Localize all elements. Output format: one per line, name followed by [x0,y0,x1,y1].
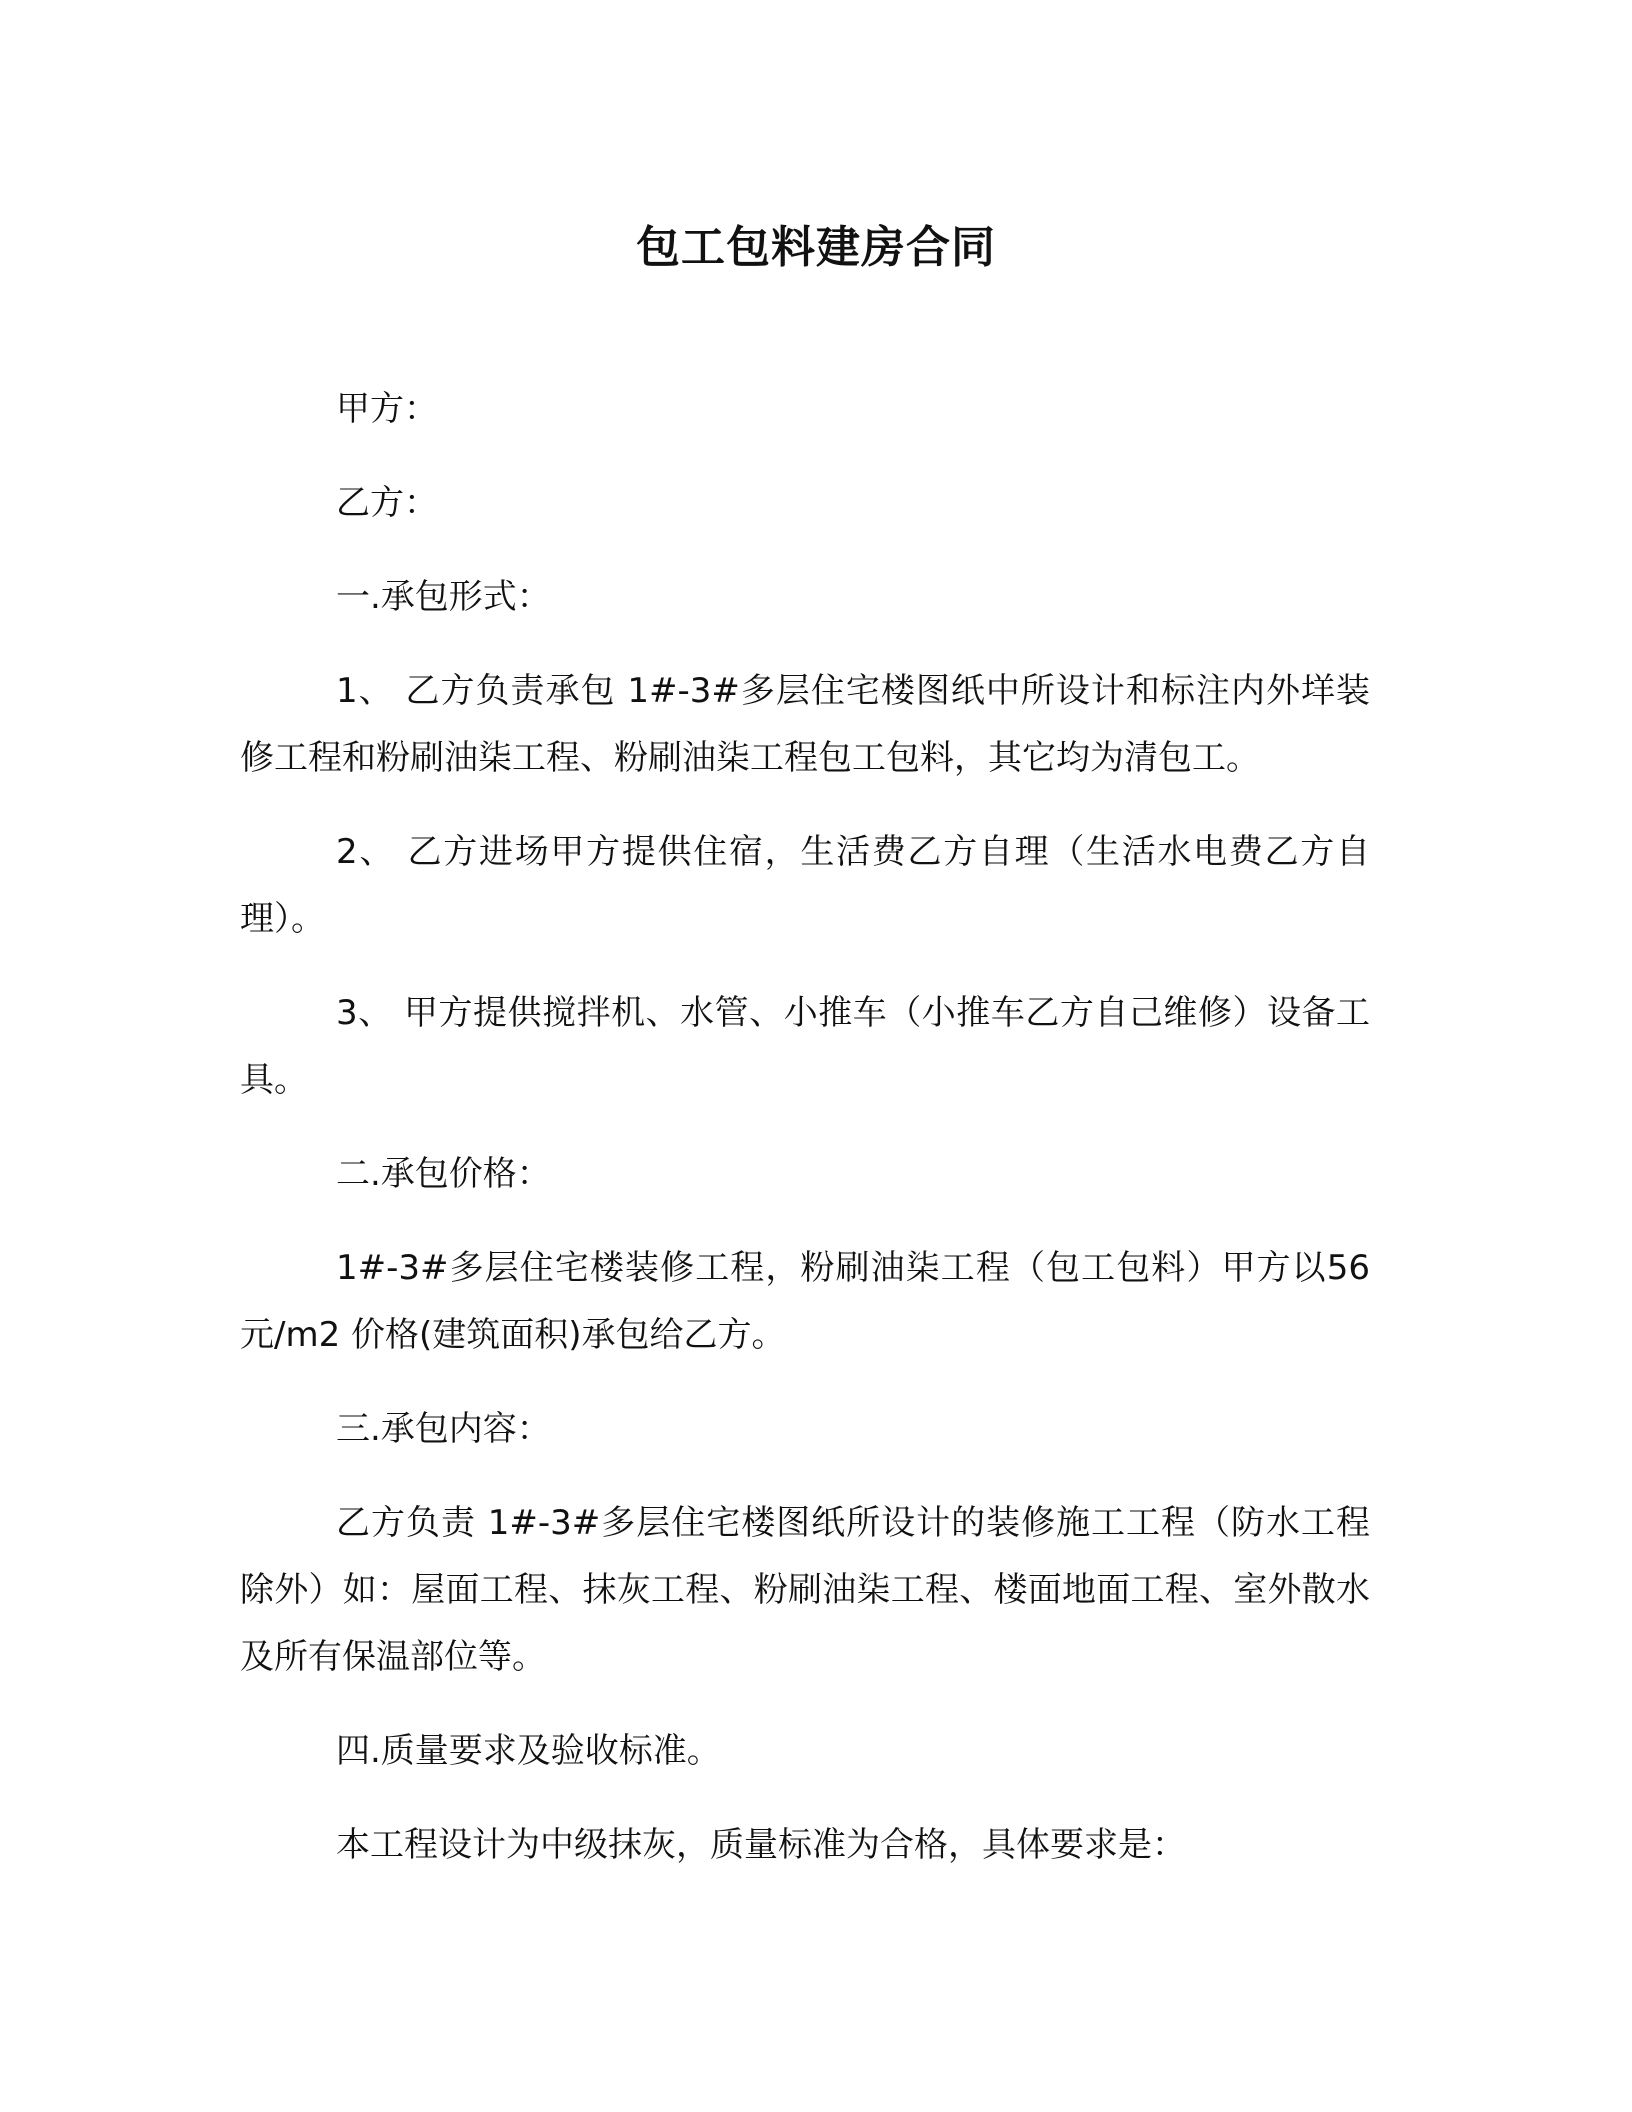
quality-text: 本工程设计为中级抹灰，质量标准为合格，具体要求是： [336,1825,1186,1865]
contract-form-item-3: 3、 甲方提供搅拌机、水管、小推车（小推车乙方自己维修）设备工具。 [240,993,1370,1100]
document-body [240,376,1370,1906]
contract-content-text: 乙方负责 1#-3#多层住宅楼图纸所设计的装修施工工程（防水工程除外）如：屋面工程、抹灰工程、粉刷油柒工程、楼面地面工程、室外散水及所有保温部位等。 [240,1503,1370,1677]
party-a-line: 甲方： [336,389,438,429]
party-b-line: 乙方： [336,483,438,523]
section-heading-contract-price: 二.承包价格： [336,1154,551,1194]
document-title: 包工包料建房合同 [636,222,996,273]
contract-form-item-2: 2、 乙方进场甲方提供住宿，生活费乙方自理（生活水电费乙方自理）。 [240,832,1370,939]
contract-price-text: 1#-3#多层住宅楼装修工程，粉刷油柒工程（包工包料）甲方以56 元/m2 价格(建筑面积)承包给乙方。 [240,1248,1370,1355]
section-heading-quality: 四.质量要求及验收标准。 [336,1731,721,1771]
section-heading-contract-form: 一.承包形式： [336,577,551,617]
contract-form-item-1: 1、 乙方负责承包 1#-3#多层住宅楼图纸中所设计和标注内外垟装修工程和粉刷油柒工程、粉刷油柒工程包工包料，其它均为清包工。 [240,671,1370,778]
section-heading-contract-content: 三.承包内容： [336,1409,551,1449]
